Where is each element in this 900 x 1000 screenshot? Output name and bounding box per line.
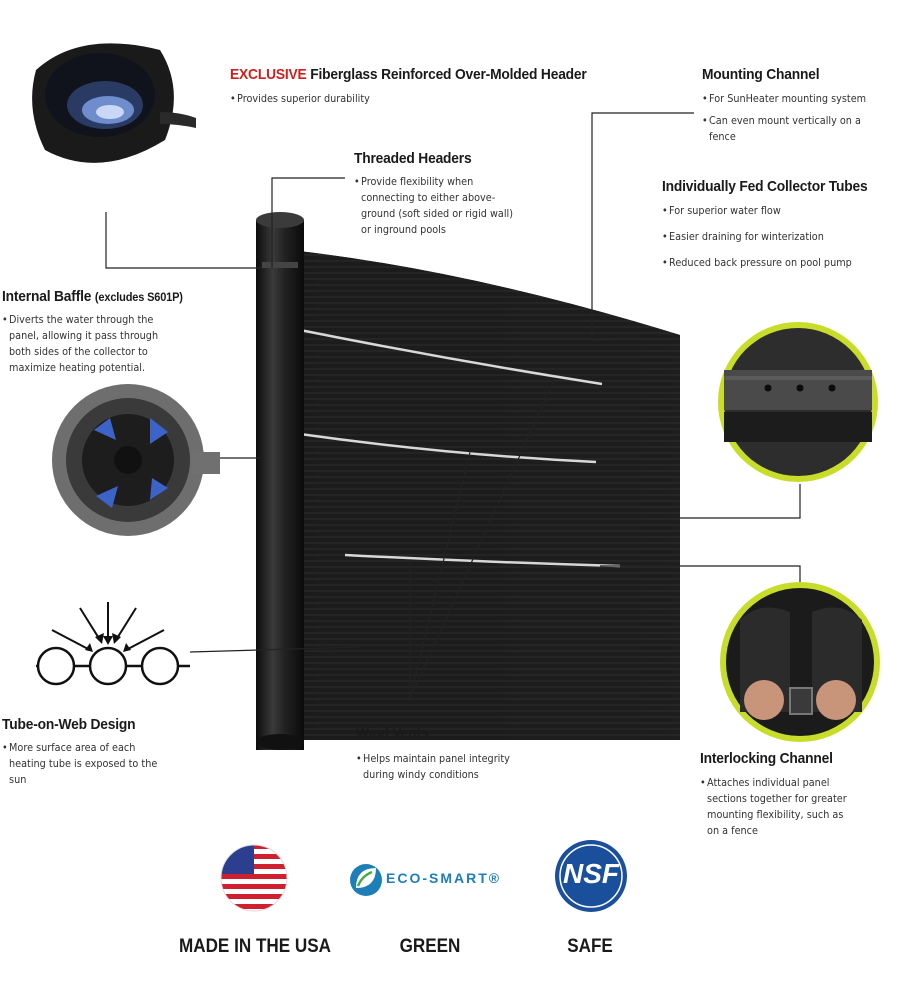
- collector-tubes-photo: [718, 322, 878, 482]
- header-callout-title: EXCLUSIVE Fiberglass Reinforced Over-Molded Header: [230, 66, 587, 83]
- wind-vents-callout: [356, 725, 531, 784]
- us-flag-icon: [220, 844, 290, 914]
- bullet: • Diverts the water through the panel, allowing it pass through both sides of the collector to maximize heating potential.: [2, 312, 182, 376]
- badge-green: GREEN: [399, 936, 461, 957]
- tube-on-web-bullets: [2, 740, 165, 788]
- interlocking-channel-title: Interlocking Channel: [700, 750, 833, 767]
- bullet: • Attaches individual panel sections together for greater mounting flexibility, such as on a fence: [700, 775, 858, 839]
- baffle-exclusion-note: (excludes S601P): [94, 290, 183, 304]
- header-callout-bullets: [230, 91, 494, 107]
- threaded-headers-bullets: [354, 174, 517, 238]
- interlocking-channel-bullets: [700, 775, 858, 839]
- internal-baffle-photo: [52, 384, 220, 536]
- wind-vents-title: Wind Vents: [356, 725, 429, 742]
- bullet: • More surface area of each heating tube is exposed to the sun: [2, 740, 165, 788]
- solar-panel: [280, 240, 700, 750]
- nsf-wordmark: NSF: [563, 858, 619, 889]
- internal-baffle-bullets: [2, 312, 182, 376]
- bullet: • Provides superior durability: [230, 91, 494, 107]
- collector-tubes-callout: [662, 178, 900, 277]
- interlocking-channel-photo: [720, 582, 880, 742]
- bullet: • Can even mount vertically on a fence: [702, 113, 869, 145]
- header-endcap-photo: [32, 43, 196, 163]
- bullet: • Helps maintain panel integrity during windy conditions: [356, 751, 510, 783]
- tube-on-web-callout: [2, 716, 187, 789]
- bullet: • Reduced back pressure on pool pump: [662, 255, 891, 271]
- bullet: • Provide flexibility when connecting to either above-ground (soft sided or rigid wall) or inground pools: [354, 174, 517, 238]
- collector-tubes-bullets: [662, 203, 891, 271]
- header-pipe: [256, 212, 304, 750]
- bullet: • For superior water flow: [662, 203, 891, 219]
- tube-on-web-title: Tube-on-Web Design: [2, 716, 136, 733]
- header-callout: [230, 66, 618, 113]
- mounting-channel-callout: [702, 66, 892, 151]
- bullet: • Easier draining for winterization: [662, 229, 891, 245]
- tube-on-web-diagram: [36, 602, 190, 684]
- threaded-headers-title: Threaded Headers: [354, 150, 472, 167]
- mounting-channel-bullets: [702, 91, 869, 145]
- badge-made-in-usa: MADE IN THE USA: [178, 936, 332, 957]
- wind-vents-bullets: [356, 751, 510, 783]
- collector-tubes-title: Individually Fed Collector Tubes: [662, 178, 868, 195]
- internal-baffle-callout: [2, 288, 207, 377]
- interlocking-channel-callout: [700, 750, 880, 840]
- mounting-channel-title: Mounting Channel: [702, 66, 820, 83]
- bullet: • For SunHeater mounting system: [702, 91, 869, 107]
- eco-smart-wordmark: ECO-SMART®: [386, 870, 502, 886]
- internal-baffle-title: Internal Baffle (excludes S601P): [2, 288, 183, 305]
- threaded-headers-callout: [354, 150, 539, 239]
- eco-smart-logo: [350, 864, 382, 896]
- exclusive-tag: EXCLUSIVE: [230, 66, 307, 83]
- badge-safe: SAFE: [567, 936, 613, 957]
